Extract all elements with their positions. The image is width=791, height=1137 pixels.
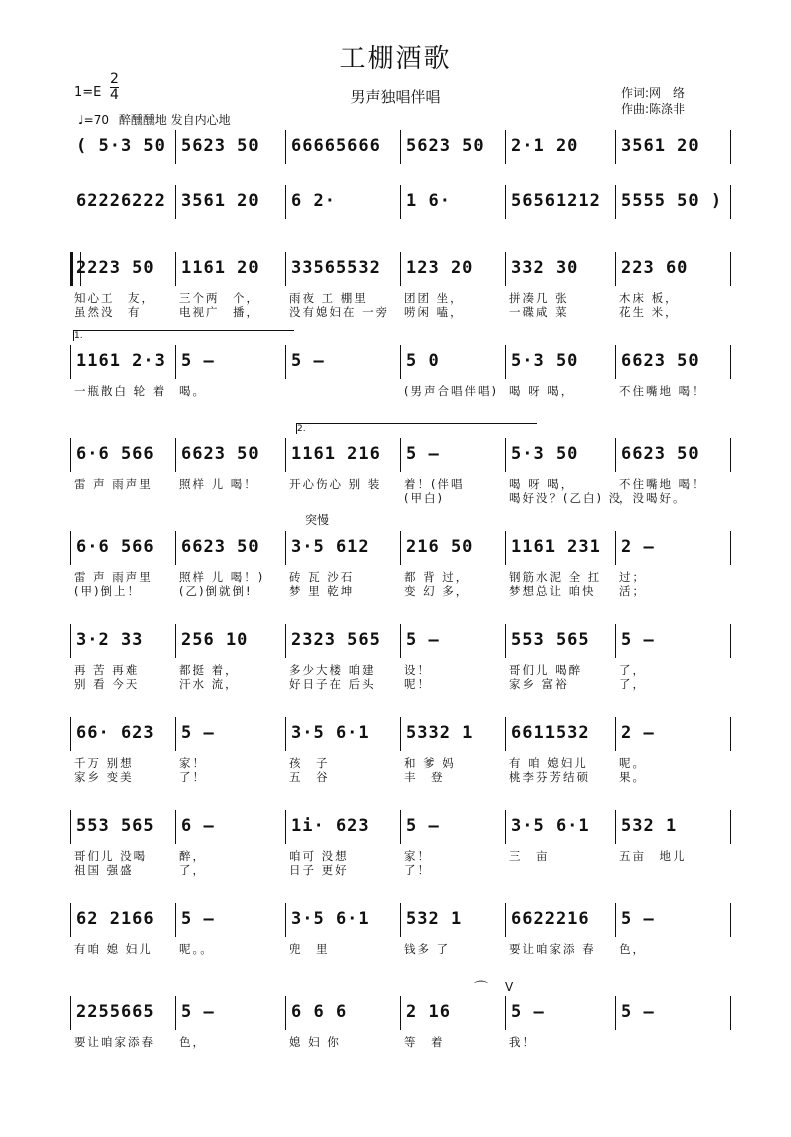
tempo-marking xyxy=(78,111,231,128)
barline xyxy=(175,903,176,937)
barline xyxy=(505,624,506,658)
lyric-verse-1: 五亩 地儿 xyxy=(619,849,687,863)
measure-notes: 5332 1 xyxy=(406,723,474,743)
measure-notes: 332 30 xyxy=(511,258,579,278)
lyric-verse-1: 雨夜 工 棚里 xyxy=(289,291,368,305)
measure-notes: 3·5 6·1 xyxy=(291,909,370,929)
barline xyxy=(175,810,176,844)
barline xyxy=(505,717,506,751)
barline xyxy=(615,345,616,379)
barline xyxy=(175,438,176,472)
score-line xyxy=(70,438,730,518)
measure-notes: 223 60 xyxy=(621,258,689,278)
barline xyxy=(70,903,71,937)
barline xyxy=(730,624,731,658)
lyric-verse-2: 唠闲 嗑， xyxy=(404,305,464,319)
measure-notes: 6 — xyxy=(181,816,215,836)
measure-notes: 5623 50 xyxy=(181,136,260,156)
song-title: 工棚酒歌 xyxy=(339,44,452,74)
lyric-verse-1: 都挺 着， xyxy=(179,663,239,677)
measure-notes: 66· 623 xyxy=(76,723,155,743)
barline xyxy=(505,438,506,472)
lyric-verse-1: 雷 声 雨声里 xyxy=(74,570,153,584)
barline xyxy=(70,531,71,565)
lyric-verse-2: 祖国 强盛 xyxy=(74,863,134,877)
tempo-value: ♩=70 xyxy=(78,113,109,127)
barline xyxy=(400,130,401,164)
measure-notes: 6623 50 xyxy=(621,351,700,371)
barline xyxy=(400,252,401,286)
song-subtitle: 男声独唱伴唱 xyxy=(350,88,441,106)
lyric-verse-2: 好日子在 后头 xyxy=(289,677,376,691)
barline xyxy=(285,130,286,164)
notes-row xyxy=(70,345,730,379)
volta1-label: 1. xyxy=(74,331,83,341)
lyric-verse-2: 五 谷 xyxy=(289,770,330,784)
lyric-verse-2: 了！ xyxy=(179,770,206,784)
lyric-verse-2: 了， xyxy=(179,863,206,877)
measure-notes: 5 — xyxy=(511,1002,545,1022)
measure-notes: 5 — xyxy=(621,909,655,929)
notes-row xyxy=(70,903,730,937)
notes-row xyxy=(70,531,730,565)
measure-notes: 33565532 xyxy=(291,258,381,278)
lyric-verse-1: 钱多 了 xyxy=(404,942,451,956)
lyric-verse-1: 家！ xyxy=(404,849,431,863)
lyric-verse-1: 雷 声 雨声里 xyxy=(74,477,153,491)
barline xyxy=(615,996,616,1030)
lyric-verse-1: (男声合唱伴唱) xyxy=(404,384,498,398)
barline xyxy=(400,624,401,658)
lyric-verse-2: 梦 里 乾坤 xyxy=(289,584,355,598)
lyric-verse-1: 三个两 个， xyxy=(179,291,260,305)
lyric-verse-1: 喝 呀 喝， xyxy=(509,384,575,398)
barline xyxy=(615,185,616,219)
measure-notes: ( 5·3 50 xyxy=(76,136,166,156)
measure-notes: 6622216 xyxy=(511,909,590,929)
barline xyxy=(70,810,71,844)
measure-notes: 216 50 xyxy=(406,537,474,557)
measure-notes: 5 — xyxy=(406,444,440,464)
measure-notes: 6·6 566 xyxy=(76,444,155,464)
barline xyxy=(730,810,731,844)
volta-second-ending xyxy=(296,423,537,434)
score-line xyxy=(70,903,730,983)
lyric-verse-1: 了， xyxy=(619,663,646,677)
barline xyxy=(730,345,731,379)
measure-notes: 5 — xyxy=(621,1002,655,1022)
lyric-verse-2: 家乡 富裕 xyxy=(509,677,569,691)
lyricist-credit: 作词:网 络 xyxy=(621,86,686,100)
barline xyxy=(285,996,286,1030)
time-numerator: 2 xyxy=(110,71,119,87)
lyric-verse-1: 照样 儿 喝！) xyxy=(179,570,265,584)
barline xyxy=(400,345,401,379)
lyric-verse-2: 一碟咸 菜 xyxy=(509,305,569,319)
lyric-verse-2: 没有媳妇在 一旁 xyxy=(289,305,390,319)
score-line xyxy=(70,252,730,332)
measure-notes: 62226222 xyxy=(76,191,166,211)
lyric-verse-1: 三 亩 xyxy=(509,849,550,863)
barline xyxy=(730,996,731,1030)
measure-notes: 62 2166 xyxy=(76,909,155,929)
measure-notes: 1161 2·3 xyxy=(76,351,166,371)
notes-row xyxy=(70,717,730,751)
lyric-verse-1: 知心工 友， xyxy=(74,291,155,305)
barline xyxy=(730,717,731,751)
barline xyxy=(175,996,176,1030)
measure-notes: 2255665 xyxy=(76,1002,155,1022)
lyric-verse-2: 梦想总让 咱快 xyxy=(509,584,596,598)
measure-notes: 5 — xyxy=(181,909,215,929)
measure-notes: 1161 216 xyxy=(291,444,381,464)
measure-notes: 2323 565 xyxy=(291,630,381,650)
lyric-verse-1: 一瓶散白 轮 着 xyxy=(74,384,167,398)
notes-row xyxy=(70,252,730,286)
notes-row xyxy=(70,810,730,844)
measure-notes: 553 565 xyxy=(511,630,590,650)
score-line xyxy=(70,531,730,611)
score-line xyxy=(70,717,730,797)
barline xyxy=(285,185,286,219)
lyric-verse-1: 孩 子 xyxy=(289,756,330,770)
measure-notes: 6·6 566 xyxy=(76,537,155,557)
measure-notes: 6623 50 xyxy=(181,537,260,557)
lyric-verse-1: 钢筋水泥 全 扛 xyxy=(509,570,602,584)
lyric-verse-2: (甲)倒上！ xyxy=(74,584,141,598)
lyric-verse-2: 虽然没 有 xyxy=(74,305,142,319)
barline xyxy=(285,531,286,565)
lyric-verse-1: 等 着 xyxy=(404,1035,445,1049)
lyric-verse-1: 家！ xyxy=(179,756,206,770)
measure-notes: 6611532 xyxy=(511,723,590,743)
lyric-verse-1: 拼凑几 张 xyxy=(509,291,569,305)
measure-notes: 532 1 xyxy=(621,816,678,836)
lyric-verse-2: 桃李芬芳结硕 xyxy=(509,770,590,784)
notes-row xyxy=(70,185,730,219)
lyric-verse-1: 多少大楼 咱建 xyxy=(289,663,376,677)
measure-notes: 3·2 33 xyxy=(76,630,144,650)
time-signature xyxy=(110,72,119,103)
score-line xyxy=(70,996,730,1076)
barline xyxy=(505,810,506,844)
measure-notes: 5·3 50 xyxy=(511,444,579,464)
barline xyxy=(400,996,401,1030)
expression-text: 醉醺醺地 发自内心地 xyxy=(118,113,231,127)
measure-notes: 3·5 6·1 xyxy=(511,816,590,836)
measure-notes: 2·1 20 xyxy=(511,136,579,156)
lyric-verse-1: 木床 板， xyxy=(619,291,679,305)
lyric-verse-1: 醉， xyxy=(179,849,206,863)
lyric-verse-1: 不住嘴地 喝！ xyxy=(619,384,706,398)
lyric-verse-2: 呢！ xyxy=(404,677,431,691)
barline xyxy=(400,903,401,937)
barline xyxy=(175,252,176,286)
barline xyxy=(175,624,176,658)
barline xyxy=(285,345,286,379)
breath-mark: V xyxy=(505,980,514,994)
measure-notes: 3561 20 xyxy=(181,191,260,211)
measure-notes: 6623 50 xyxy=(181,444,260,464)
barline xyxy=(175,185,176,219)
lyric-verse-1: 呢。。 xyxy=(179,942,214,956)
lyric-verse-1: 过； xyxy=(619,570,646,584)
barline xyxy=(175,130,176,164)
lyric-verse-2: 了！ xyxy=(404,863,431,877)
lyric-verse-1: 色， xyxy=(619,942,646,956)
measure-notes: 1161 231 xyxy=(511,537,601,557)
barline xyxy=(730,438,731,472)
barline xyxy=(175,531,176,565)
measure-notes: 5555 50 ) xyxy=(621,191,723,211)
barline xyxy=(615,903,616,937)
slow-marking: 突慢 xyxy=(305,513,330,527)
barline xyxy=(505,130,506,164)
barline xyxy=(615,130,616,164)
lyric-verse-1: 要让咱家添 春 xyxy=(509,942,596,956)
measure-notes: 5 — xyxy=(181,1002,215,1022)
score-line xyxy=(70,624,730,704)
barline xyxy=(505,185,506,219)
lyric-verse-2: ，没喝好。 xyxy=(619,491,687,505)
measure-notes: 6623 50 xyxy=(621,444,700,464)
barline xyxy=(615,531,616,565)
barline xyxy=(70,717,71,751)
notes-row xyxy=(70,438,730,472)
lyric-verse-1: 兜 里 xyxy=(289,942,330,956)
barline xyxy=(730,130,731,164)
lyric-verse-1: 砖 瓦 沙石 xyxy=(289,570,355,584)
measure-notes: 3·5 6·1 xyxy=(291,723,370,743)
score-line xyxy=(70,345,730,425)
lyric-verse-1: 开心伤心 别 装 xyxy=(289,477,382,491)
lyric-verse-1: 和 爹 妈 xyxy=(404,756,456,770)
barline xyxy=(615,717,616,751)
barline xyxy=(505,345,506,379)
measure-notes: 2 — xyxy=(621,723,655,743)
measure-notes: 5·3 50 xyxy=(511,351,579,371)
lyric-verse-1: 喝。 xyxy=(179,384,206,398)
measure-notes: 3561 20 xyxy=(621,136,700,156)
barline xyxy=(400,531,401,565)
barline xyxy=(505,531,506,565)
measure-notes: 2223 50 xyxy=(76,258,155,278)
barline xyxy=(615,810,616,844)
measure-notes: 5 — xyxy=(406,630,440,650)
lyric-verse-2: (甲白) xyxy=(404,491,444,505)
measure-notes: 66665666 xyxy=(291,136,381,156)
lyric-verse-2: 汗水 流， xyxy=(179,677,239,691)
lyric-verse-1: 有咱 媳 妇儿 xyxy=(74,942,153,956)
lyric-verse-1: 色， xyxy=(179,1035,206,1049)
lyric-verse-2: 果。 xyxy=(619,770,646,784)
lyric-verse-1: 设！ xyxy=(404,663,431,677)
measure-notes: 2 — xyxy=(621,537,655,557)
measure-notes: 1i· 623 xyxy=(291,816,370,836)
measure-notes: 56561212 xyxy=(511,191,601,211)
lyric-verse-1: 哥们儿 喝醉 xyxy=(509,663,583,677)
barline xyxy=(285,903,286,937)
lyric-verse-2: 丰 登 xyxy=(404,770,445,784)
measure-notes: 5 0 xyxy=(406,351,440,371)
lyric-verse-1: 媳 妇 你 xyxy=(289,1035,341,1049)
barline xyxy=(615,252,616,286)
measure-notes: 256 10 xyxy=(181,630,249,650)
measure-notes: 532 1 xyxy=(406,909,463,929)
measure-notes: 5623 50 xyxy=(406,136,485,156)
measure-notes: 1161 20 xyxy=(181,258,260,278)
lyric-verse-1: 都 背 过， xyxy=(404,570,470,584)
measure-notes: 5 — xyxy=(406,816,440,836)
lyric-verse-2: 花生 米， xyxy=(619,305,679,319)
barline xyxy=(730,185,731,219)
barline xyxy=(505,252,506,286)
lyric-verse-1: 咱可 没想 xyxy=(289,849,349,863)
fermata-mark: ⌒ xyxy=(474,981,488,997)
lyric-verse-1: 团团 坐， xyxy=(404,291,464,305)
lyric-verse-2: 活； xyxy=(619,584,646,598)
lyric-verse-1: 要让咱家添春 xyxy=(74,1035,155,1049)
key-signature: 1=E xyxy=(74,85,102,100)
lyric-verse-2: (乙)倒就倒! xyxy=(179,584,253,598)
measure-notes: 5 — xyxy=(291,351,325,371)
lyric-verse-2: 日子 更好 xyxy=(289,863,349,877)
measure-notes: 2 16 xyxy=(406,1002,451,1022)
time-denominator: 4 xyxy=(110,87,119,103)
lyric-verse-1: 千万 别想 xyxy=(74,756,134,770)
measure-notes: 123 20 xyxy=(406,258,474,278)
barline xyxy=(615,624,616,658)
composer-credit: 作曲:陈涤非 xyxy=(621,102,686,116)
barline xyxy=(730,903,731,937)
barline xyxy=(285,624,286,658)
lyric-verse-1: 喝 呀 喝， xyxy=(509,477,575,491)
measure-notes: 5 — xyxy=(181,351,215,371)
lyric-verse-2: 变 幻 多， xyxy=(404,584,470,598)
barline xyxy=(70,345,71,379)
lyric-verse-2: 电视广 播， xyxy=(179,305,260,319)
barline xyxy=(70,996,71,1030)
barline xyxy=(400,185,401,219)
notes-row xyxy=(70,996,730,1030)
volta2-label: 2. xyxy=(297,424,306,434)
barline xyxy=(285,717,286,751)
notes-row xyxy=(70,624,730,658)
measure-notes: 6 2· xyxy=(291,191,336,211)
measure-notes: 1 6· xyxy=(406,191,451,211)
measure-notes: 6 6 6 xyxy=(291,1002,348,1022)
score-line xyxy=(70,810,730,890)
barline xyxy=(730,252,731,286)
barline xyxy=(175,345,176,379)
barline xyxy=(400,717,401,751)
lyric-verse-1: 呢。 xyxy=(619,756,646,770)
barline xyxy=(400,438,401,472)
barline xyxy=(70,624,71,658)
measure-notes: 5 — xyxy=(621,630,655,650)
volta-first-ending xyxy=(73,330,294,341)
barline xyxy=(175,717,176,751)
lyric-verse-1: 着！(伴唱 xyxy=(404,477,465,491)
measure-notes: 553 565 xyxy=(76,816,155,836)
barline xyxy=(505,903,506,937)
lyric-verse-1: 有 咱 媳妇儿 xyxy=(509,756,588,770)
notes-row xyxy=(70,130,730,164)
barline xyxy=(730,531,731,565)
lyric-verse-2: 了， xyxy=(619,677,646,691)
lyric-verse-2: 喝好没？(乙白) 没 xyxy=(509,491,623,505)
barline xyxy=(615,438,616,472)
lyric-verse-1: 不住嘴地 喝！ xyxy=(619,477,706,491)
lyric-verse-2: 别 看 今天 xyxy=(74,677,140,691)
barline xyxy=(505,996,506,1030)
barline xyxy=(285,810,286,844)
lyric-verse-1: 再 苦 再难 xyxy=(74,663,140,677)
lyric-verse-1: 我！ xyxy=(509,1035,536,1049)
barline xyxy=(285,252,286,286)
barline xyxy=(285,438,286,472)
lyric-verse-1: 哥们儿 没喝 xyxy=(74,849,148,863)
barline xyxy=(400,810,401,844)
lyric-verse-2: 家乡 变美 xyxy=(74,770,134,784)
measure-notes: 5 — xyxy=(181,723,215,743)
barline xyxy=(70,438,71,472)
lyric-verse-1: 照样 儿 喝！ xyxy=(179,477,258,491)
measure-notes: 3·5 612 xyxy=(291,537,370,557)
